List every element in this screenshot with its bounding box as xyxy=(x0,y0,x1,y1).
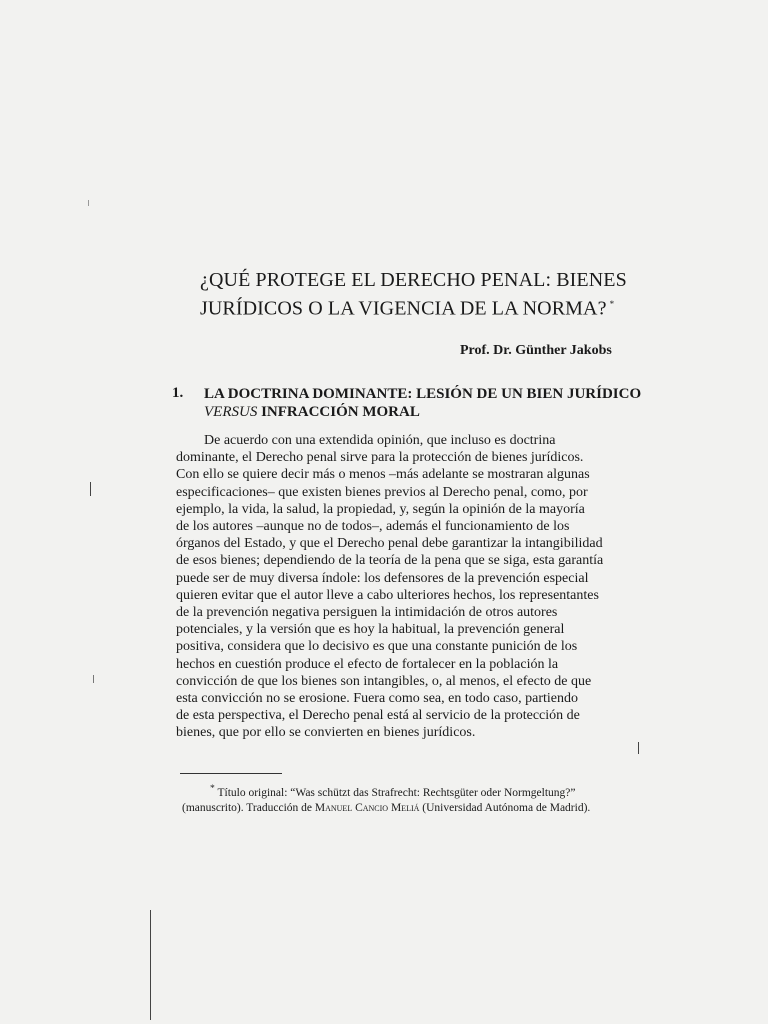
footnote-line-1 xyxy=(182,781,634,801)
body-paragraph xyxy=(176,432,628,742)
body-line: bienes, que por ello se convierten en bienes jurídicos. xyxy=(176,725,476,741)
body-line: órganos del Estado, y que el Derecho penal debe garantizar la intangibilidad xyxy=(176,536,603,552)
scan-mark xyxy=(638,742,639,754)
body-line: hechos en cuestión produce el efecto de fortalecer en la población la xyxy=(176,656,559,672)
scan-mark xyxy=(93,675,94,683)
body-line: de los autores –aunque no de todos–, además el funcionamiento de los xyxy=(176,519,570,535)
section-heading-italic: VERSUS xyxy=(204,404,258,420)
footnote-line-2 xyxy=(182,801,634,816)
body-line: ejemplo, la vida, la salud, la propiedad, y, según la opinión de la mayoría xyxy=(176,501,585,517)
body-line: positiva, considera que lo decisivo es que una constante punición de los xyxy=(176,639,578,655)
footnote-divider xyxy=(180,773,282,774)
author-name: Prof. Dr. Günther Jakobs xyxy=(460,343,612,358)
body-line: Con ello se quiere decir más o menos –más adelante se mostraran algunas xyxy=(176,467,590,483)
footnote-text-2b: (Universidad Autónoma de Madrid). xyxy=(419,801,591,814)
title-line-2-text: JURÍDICOS O LA VIGENCIA DE LA NORMA? xyxy=(200,297,607,320)
title-footnote-marker: * xyxy=(609,299,615,309)
section-heading-rest: INFRACCIÓN MORAL xyxy=(257,404,420,420)
body-line: convicción de que los bienes son intangibles, o, al menos, el efecto de que xyxy=(176,673,592,689)
footnote-marker: * xyxy=(210,783,215,794)
scan-mark xyxy=(90,482,91,496)
footnote-text-2a: (manuscrito). Traducción de xyxy=(182,801,315,814)
body-line: quieren evitar que el autor lleve a cabo ulteriores hechos, los representantes xyxy=(176,587,599,603)
body-line: De acuerdo con una extendida opinión, que incluso es doctrina xyxy=(204,433,556,448)
section-heading xyxy=(204,385,642,421)
body-line: de esos bienes; dependiendo de la teoría de la pena que se siga, esta garantía xyxy=(176,553,604,569)
body-line: de esta perspectiva, el Derecho penal está al servicio de la protección de xyxy=(176,708,580,724)
section-heading-line-2 xyxy=(204,403,634,421)
footnote-text-1: Título original: “Was schützt das Strafrecht: Rechtsgüter oder Normgeltung?” xyxy=(217,786,576,799)
scan-mark xyxy=(88,200,89,206)
section-heading-line-1: LA DOCTRINA DOMINANTE: LESIÓN DE UN BIEN JURÍDICO xyxy=(204,386,642,402)
body-line: esta convicción no se erosione. Fuera como sea, en todo caso, partiendo xyxy=(176,691,578,707)
footnote-translator: Manuel Cancio Meliá xyxy=(314,801,420,814)
body-line: puede ser de muy diversa índole: los defensores de la prevención especial xyxy=(176,570,589,586)
footnote xyxy=(182,781,634,816)
scan-mark xyxy=(150,910,151,1020)
title-line-1: ¿QUÉ PROTEGE EL DERECHO PENAL: BIENES xyxy=(200,269,627,291)
title-line-2 xyxy=(200,292,630,321)
body-line: especificaciones– que existen bienes previos al Derecho penal, como, por xyxy=(176,484,588,500)
document-title xyxy=(200,268,630,321)
body-line: dominante, el Derecho penal sirve para la protección de bienes jurídicos. xyxy=(176,450,584,466)
body-line: potenciales, y la versión que es hoy la habitual, la prevención general xyxy=(176,622,565,638)
body-line: de la prevención negativa persiguen la intimidación de otros autores xyxy=(176,605,558,621)
section-number: 1. xyxy=(172,385,184,401)
